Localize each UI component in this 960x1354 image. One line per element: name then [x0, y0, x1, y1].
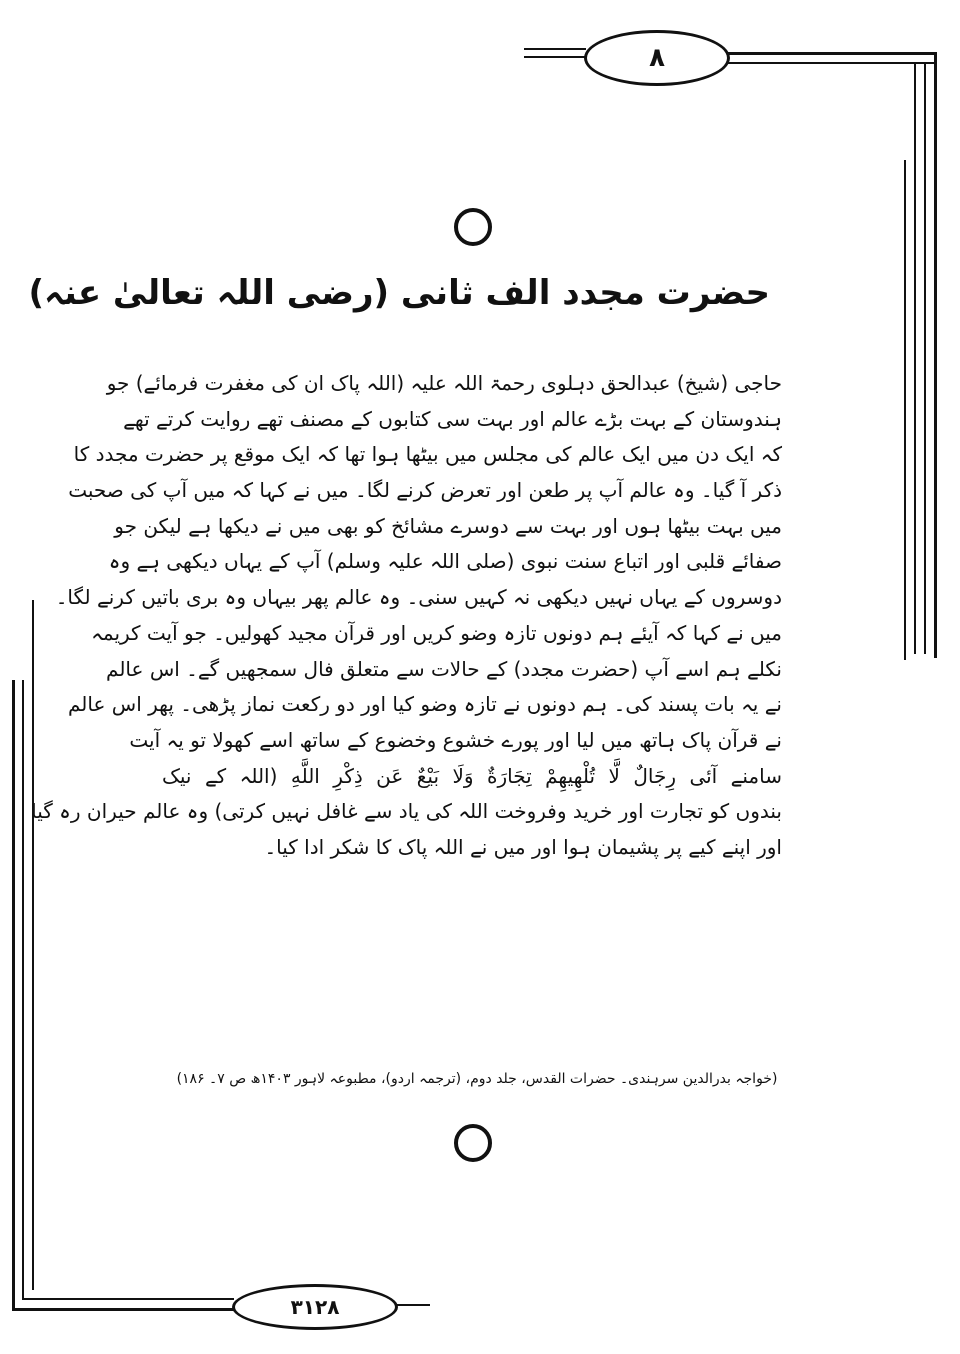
body-line: اور اپنے کیے پر پشیمان ہوا اور میں نے اللہ پاک کا شکر ادا کیا۔ [264, 834, 782, 859]
body-line: نے قرآن پاک ہاتھ میں لیا اور پورے خشوع وخضوع کے ساتھ اسے کھولا تو یہ آیت [129, 727, 782, 752]
body-line: کہ ایک دن میں ایک عالم کی مجلس میں بیٹھا ہوا تھا کہ ایک موقع پر حضرت مجدد کا [73, 442, 782, 467]
body-line: نے یہ بات پسند کی۔ ہم دونوں نے تازہ وضو کیا اور دو رکعت نماز پڑھی۔ پھر اس عالم [67, 692, 782, 717]
frame-top-line-outer [724, 52, 936, 55]
frame-top-line-inner [724, 62, 936, 64]
body-line: دوسروں کے یہاں نہیں دیکھی نہ کہیں سنی۔ وہ عالم پھر بیہاں وہ بری باتیں کرنے لگا۔ [55, 585, 782, 610]
frame-right-vertical-mid [924, 64, 926, 654]
footer-page-number: ۳۱۲۸ [232, 1284, 398, 1330]
body-line: بندوں کو تجارت اور خرید وفروخت اللہ کی یاد سے غافل نہیں کرتی) وہ عالم حیران رہ گیا [31, 799, 782, 824]
citation: (خواجہ بدرالدین سرہندی۔ حضرات القدس، جلد دوم، (ترجمہ اردو)، مطبوعہ لاہور ۱۴۰۳ھ ص ۷۔ ۱۸۶) [176, 1071, 778, 1087]
page-title: حضرت مجدد الف ثانی (رضی اللہ تعالیٰ عنہ) [28, 273, 770, 313]
body-line: سامنے آئی رِجَالٌ لَّا تُلْهِيهِمْ تِجَارَةٌ وَلَا بَيْعٌ عَن ذِكْرِ اللَّهِ (اللہ کے نیک [162, 763, 782, 788]
frame-bottom-line-inner [22, 1298, 234, 1300]
header-page-number: ۸ [584, 30, 730, 86]
frame-right-inner-edge [904, 160, 906, 660]
body-text [31, 366, 782, 866]
body-line: حاجی (شیخ) عبدالحق دہلوی رحمۃ اللہ علیہ (اللہ پاک ان کی مغفرت فرمائے) جو [106, 371, 782, 395]
frame-left-vertical-inner [32, 600, 34, 1290]
frame-left-vertical-outer [12, 680, 15, 1310]
body-line: صفائے قلبی اور اتباع سنت نبوی (صلی اللہ علیہ وسلم) آپ کے یہاں دیکھی ہے وہ [108, 549, 782, 574]
body-line: میں بہت بیٹھا ہوں اور بہت سے دوسرے مشائخ کو بھی میں نے دیکھا ہے لیکن جو [114, 513, 782, 538]
body-line: میں نے کہا کہ آیئے ہم دونوں تازہ وضو کریں اور قرآن مجید کھولیں۔ جو آیت کریمہ [91, 620, 782, 645]
body-line: نکلے ہم اسے آپ (حضرت مجدد) کے حالات سے متعلق فال سمجھیں گے۔ اس عالم [106, 656, 782, 681]
frame-right-vertical-outer [934, 52, 937, 658]
body-line: ذکر آ گیا۔ وہ عالم آپ پر طعن اور تعرض کرنے لگا۔ میں نے کہا کہ میں آپ کی صحبت [68, 478, 782, 503]
frame-top-line-left [524, 48, 586, 50]
frame-right-vertical-inner [914, 64, 916, 654]
frame-left-vertical-mid [22, 680, 24, 1300]
frame-bottom-line-outer [12, 1308, 234, 1311]
bottom-ring-ornament [454, 1124, 492, 1162]
frame-top-line-left-2 [524, 56, 586, 58]
body-line: ہندوستان کے بہت بڑے عالم اور بہت سی کتابوں کے مصنف تھے روایت کرتے تھے [123, 406, 782, 431]
top-ring-ornament [454, 208, 492, 246]
